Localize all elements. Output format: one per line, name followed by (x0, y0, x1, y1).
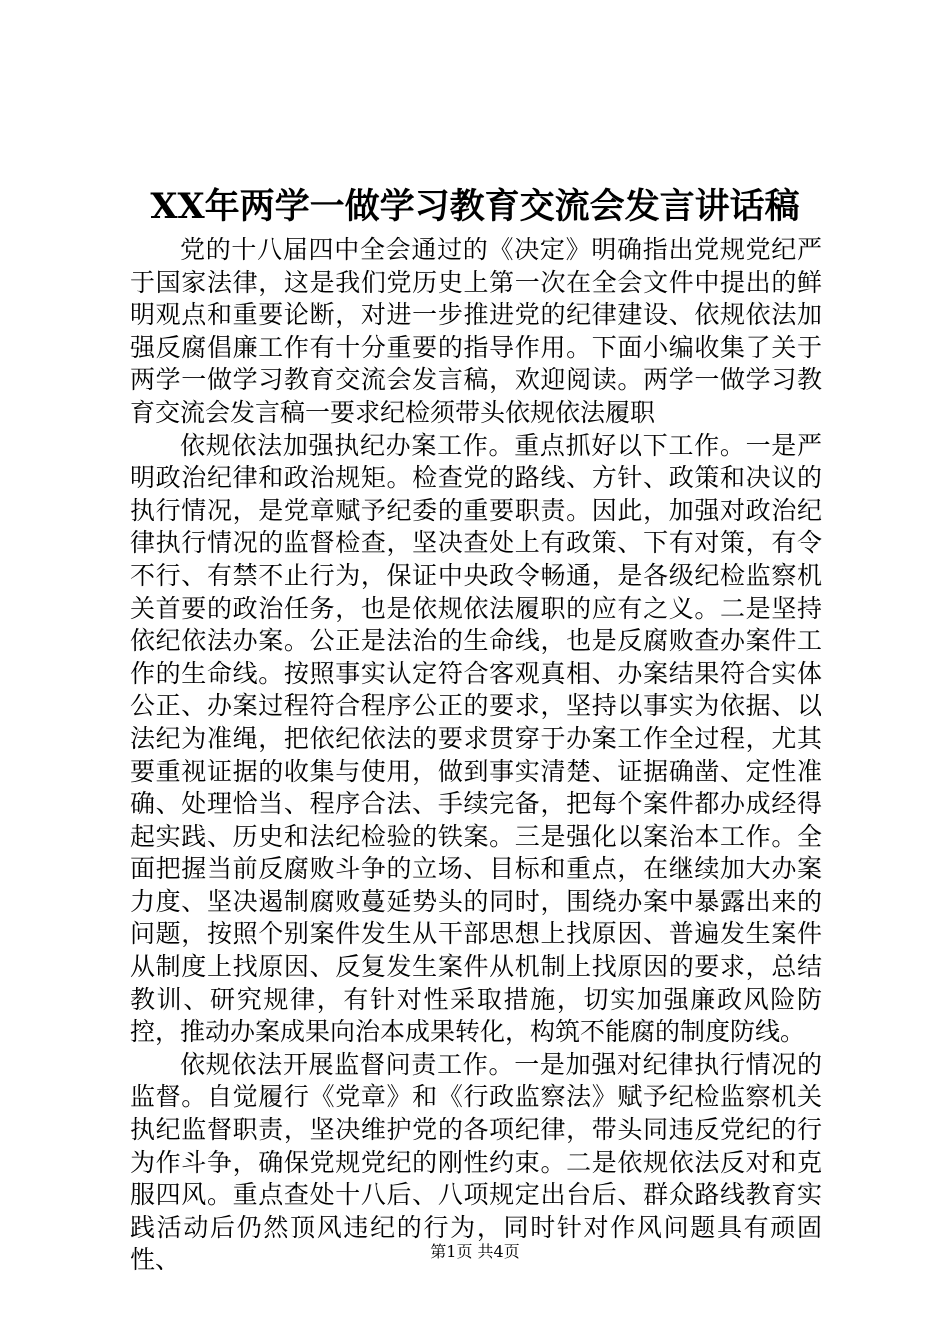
paragraph-2: 依规依法加强执纪办案工作。重点抓好以下工作。一是严明政治纪律和政治规矩。检查党的路线、方针、政策和决议的执行情况，是党章赋予纪委的重要职责。因此，加强对政治纪律执行情况的监督检查，坚决查处上有政策、下有对策，有令不行、有禁不止行为，保证中央政令畅通，是各级纪检监察机关首要的政治任务，也是依规依法履职的应有之义。二是坚持依纪依法办案。公正是法治的生命线，也是反腐败查办案件工作的生命线。按照事实认定符合客观真相、办案结果符合实体公正、办案过程符合程序公正的要求，坚持以事实为依据、以法纪为准绳，把依纪依法的要求贯穿于办案工作全过程，尤其要重视证据的收集与使用，做到事实清楚、证据确凿、定性准确、处理恰当、程序合法、手续完备，把每个案件都办成经得起实践、历史和法纪检验的铁案。三是强化以案治本工作。全面把握当前反腐败斗争的立场、目标和重点，在继续加大办案力度、坚决遏制腐败蔓延势头的同时，围绕办案中暴露出来的问题，按照个别案件发生从干部思想上找原因、普遍发生案件从制度上找原因、反复发生案件从机制上找原因的要求，总结教训、研究规律，有针对性采取措施，切实加强廉政风险防控，推动办案成果向治本成果转化，构筑不能腐的制度防线。 (130, 430, 822, 1047)
paragraph-1: 党的十八届四中全会通过的《决定》明确指出党规党纪严于国家法律，这是我们党历史上第一次在全会文件中提出的鲜明观点和重要论断，对进一步推进党的纪律建设、依规依法加强反腐倡廉工作有十分重要的指导作用。下面小编收集了关于两学一做学习教育交流会发言稿，欢迎阅读。两学一做学习教育交流会发言稿一要求纪检须带头依规依法履职 (130, 235, 822, 427)
paragraph-3: 依规依法开展监督问责工作。一是加强对纪律执行情况的监督。自觉履行《党章》和《行政监察法》赋予纪检监察机关执纪监督职责，坚决维护党的各项纪律，带头同违反党纪的行为作斗争，确保党规党纪的刚性约束。二是依规依法反对和克服四风。重点查处十八后、八项规定出台后、群众路线教育实践活动后仍然顶风违纪的行为，同时针对作风问题具有顽固性、 (130, 1049, 822, 1275)
document-body (130, 234, 822, 1277)
page-footer: 第1页 共4页 (430, 1242, 520, 1261)
document-title: XX年两学一做学习教育交流会发言讲话稿 (150, 186, 800, 227)
